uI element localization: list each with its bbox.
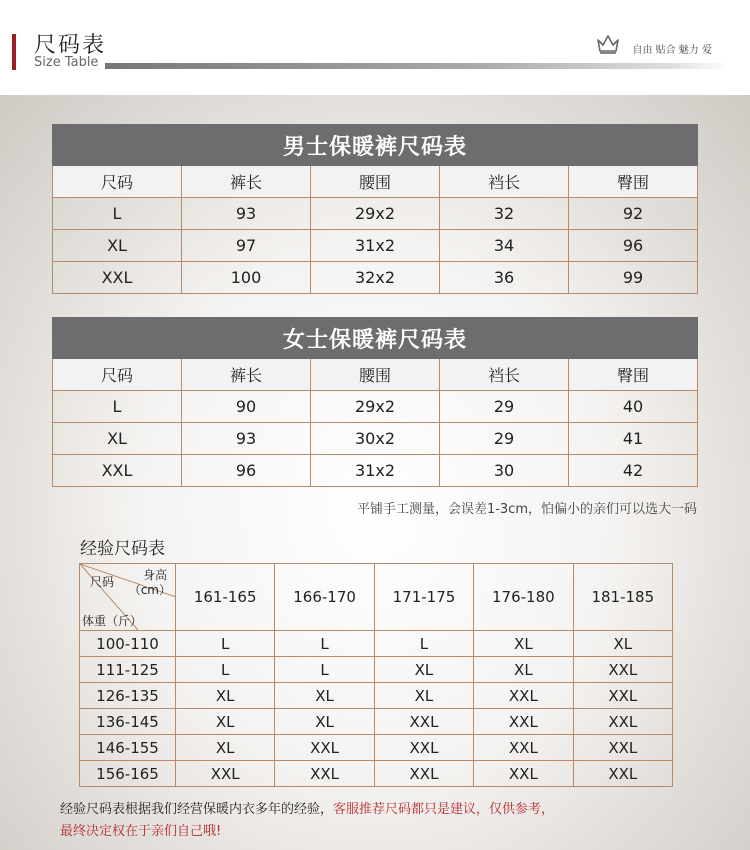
table-cell: XXL <box>573 735 672 761</box>
table-row <box>80 761 673 787</box>
table-cell: XXL <box>374 709 473 735</box>
table-cell: XXL <box>275 761 374 787</box>
table-cell: 99 <box>569 262 698 294</box>
table-row <box>53 198 698 230</box>
table-cell: 92 <box>569 198 698 230</box>
column-header: 腰围 <box>311 359 440 391</box>
table-cell: XXL <box>474 709 573 735</box>
experience-table-title: 经验尺码表 <box>80 539 165 559</box>
men-table-title: 男士保暖裤尺码表 <box>53 125 698 166</box>
table-cell: XXL <box>474 683 573 709</box>
corner-weight-label: 体重（斤） <box>82 614 143 628</box>
table-cell: XL <box>474 631 573 657</box>
table-cell: 42 <box>569 455 698 487</box>
table-cell: L <box>176 631 275 657</box>
table-cell: 40 <box>569 391 698 423</box>
table-cell: XL <box>53 423 182 455</box>
men-size-table <box>52 124 698 294</box>
column-header: 裆长 <box>440 359 569 391</box>
brand-slogan: 自由 贴合 魅力 爱 <box>632 45 712 56</box>
table-cell: XL <box>176 709 275 735</box>
table-cell: 93 <box>182 423 311 455</box>
table-cell: 90 <box>182 391 311 423</box>
weight-cell: 126-135 <box>80 683 176 709</box>
measurement-note: 平铺手工测量，会误差1-3cm，怕偏小的亲们可以选大一码 <box>356 502 697 517</box>
table-cell: XXL <box>176 761 275 787</box>
table-cell: XXL <box>573 657 672 683</box>
table-cell: 93 <box>182 198 311 230</box>
table-row <box>80 657 673 683</box>
crown-icon <box>596 34 620 54</box>
footer-text: 经验尺码表根据我们经营保暖内衣多年的经验， <box>60 802 334 817</box>
table-cell: XXL <box>374 761 473 787</box>
table-cell: XXL <box>275 735 374 761</box>
header-divider <box>105 63 730 69</box>
table-cell: XL <box>573 631 672 657</box>
footer-highlight-text: 客服推荐尺码都只是建议，仅供参考， <box>333 802 555 817</box>
table-cell: L <box>275 657 374 683</box>
footer-line-1 <box>60 798 554 817</box>
height-header: 166-170 <box>275 564 374 631</box>
weight-cell: 156-165 <box>80 761 176 787</box>
table-cell: 97 <box>182 230 311 262</box>
column-header: 尺码 <box>53 359 182 391</box>
table-cell: XL <box>176 735 275 761</box>
table-cell: 29 <box>440 391 569 423</box>
table-cell: XL <box>374 683 473 709</box>
table-cell: 31x2 <box>311 230 440 262</box>
table-cell: XL <box>474 657 573 683</box>
table-cell: 29x2 <box>311 391 440 423</box>
table-cell: XXL <box>474 735 573 761</box>
table-row <box>80 683 673 709</box>
table-cell: 96 <box>569 230 698 262</box>
table-cell: XL <box>176 683 275 709</box>
corner-header-cell <box>80 564 176 631</box>
table-cell: 41 <box>569 423 698 455</box>
table-cell: L <box>53 391 182 423</box>
table-cell: 100 <box>182 262 311 294</box>
height-header: 171-175 <box>374 564 473 631</box>
table-cell: 29x2 <box>311 198 440 230</box>
column-header: 臀围 <box>569 166 698 198</box>
table-row <box>53 230 698 262</box>
table-cell: 32 <box>440 198 569 230</box>
accent-bar <box>12 34 16 70</box>
column-header: 尺码 <box>53 166 182 198</box>
table-cell: 32x2 <box>311 262 440 294</box>
table-cell: L <box>374 631 473 657</box>
table-cell: 29 <box>440 423 569 455</box>
table-cell: L <box>275 631 374 657</box>
table-cell: XXL <box>573 709 672 735</box>
corner-height-unit: （cm） <box>128 583 171 597</box>
table-row <box>53 262 698 294</box>
weight-cell: 111-125 <box>80 657 176 683</box>
table-cell: XXL <box>474 761 573 787</box>
table-cell: XL <box>275 709 374 735</box>
corner-size-label: 尺码 <box>90 575 115 589</box>
corner-height-label: 身高 <box>142 568 167 582</box>
table-row <box>53 423 698 455</box>
women-size-table <box>52 317 698 487</box>
weight-cell: 100-110 <box>80 631 176 657</box>
weight-cell: 136-145 <box>80 709 176 735</box>
height-header: 176-180 <box>474 564 573 631</box>
table-row <box>80 735 673 761</box>
table-cell: L <box>53 198 182 230</box>
table-row <box>53 455 698 487</box>
column-header: 裆长 <box>440 166 569 198</box>
column-header: 裤长 <box>182 359 311 391</box>
table-cell: L <box>176 657 275 683</box>
table-cell: XXL <box>53 262 182 294</box>
height-header: 161-165 <box>176 564 275 631</box>
page-header <box>0 0 750 95</box>
column-header: 裤长 <box>182 166 311 198</box>
table-cell: 30 <box>440 455 569 487</box>
table-row <box>80 631 673 657</box>
table-row <box>53 391 698 423</box>
table-cell: 34 <box>440 230 569 262</box>
table-row <box>80 709 673 735</box>
experience-size-table <box>79 563 673 787</box>
footer-line-2: 最终决定权在于亲们自己哦! <box>60 824 222 839</box>
table-cell: 96 <box>182 455 311 487</box>
column-header: 臀围 <box>569 359 698 391</box>
table-cell: 36 <box>440 262 569 294</box>
table-cell: XXL <box>573 761 672 787</box>
table-cell: XL <box>275 683 374 709</box>
table-cell: XL <box>53 230 182 262</box>
page-title: 尺码表 <box>34 33 107 58</box>
table-cell: 30x2 <box>311 423 440 455</box>
page-subtitle: Size Table <box>34 55 99 70</box>
table-cell: XL <box>374 657 473 683</box>
height-header: 181-185 <box>573 564 672 631</box>
women-table-title: 女士保暖裤尺码表 <box>53 318 698 359</box>
table-cell: XXL <box>53 455 182 487</box>
column-header: 腰围 <box>311 166 440 198</box>
table-cell: XXL <box>374 735 473 761</box>
table-cell: 31x2 <box>311 455 440 487</box>
table-cell: XXL <box>573 683 672 709</box>
weight-cell: 146-155 <box>80 735 176 761</box>
